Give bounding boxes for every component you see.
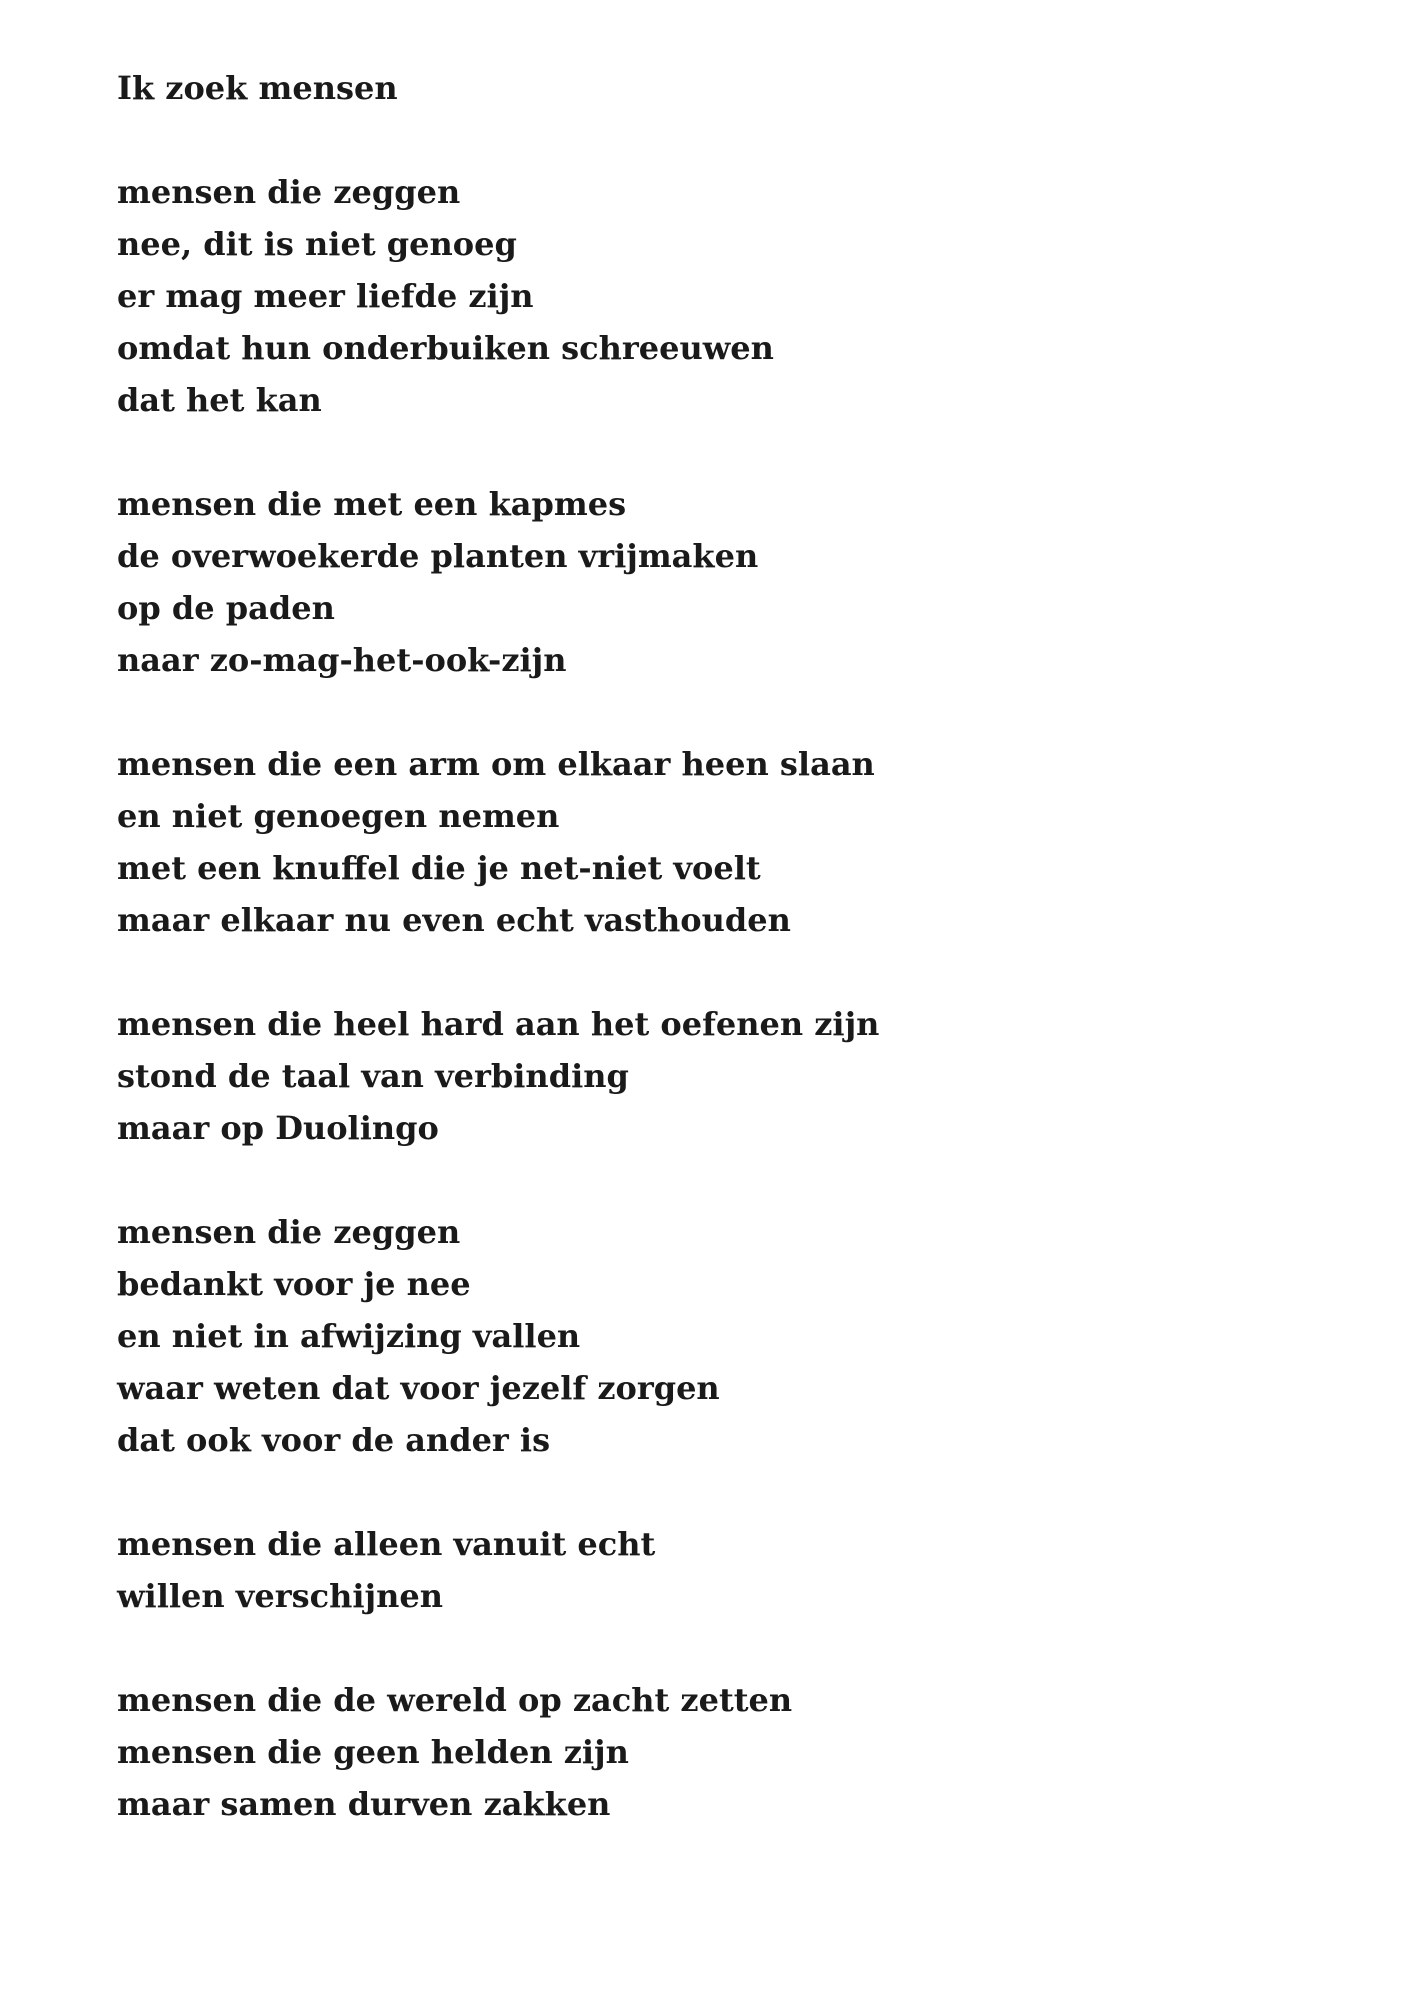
poem-line: willen verschijnen — [117, 1577, 443, 1615]
stanza-1 — [117, 166, 1297, 426]
poem-line: maar elkaar nu even echt vasthouden — [117, 901, 791, 939]
poem-line: naar zo-mag-het-ook-zijn — [117, 641, 567, 679]
poem-line: maar op Duolingo — [117, 1109, 439, 1147]
poem-line: op de paden — [117, 589, 335, 627]
poem-line: omdat hun onderbuiken schreeuwen — [117, 329, 774, 367]
poem-line: dat ook voor de ander is — [117, 1421, 551, 1459]
stanza-5 — [117, 1206, 1297, 1466]
poem-line: mensen die de wereld op zacht zetten — [117, 1681, 793, 1719]
poem-page — [117, 62, 1297, 1830]
poem-line: de overwoekerde planten vrijmaken — [117, 537, 759, 575]
stanza-4 — [117, 998, 1297, 1154]
poem-line: mensen die heel hard aan het oefenen zijn — [117, 1005, 880, 1043]
poem-line: met een knuffel die je net-niet voelt — [117, 849, 761, 887]
stanza-7 — [117, 1674, 1297, 1830]
poem-line: mensen die zeggen — [117, 173, 461, 211]
poem-line: waar weten dat voor jezelf zorgen — [117, 1369, 720, 1407]
poem-line: mensen die met een kapmes — [117, 485, 627, 523]
poem-title: Ik zoek mensen — [117, 69, 398, 107]
poem-line: mensen die alleen vanuit echt — [117, 1525, 656, 1563]
poem-line: dat het kan — [117, 381, 322, 419]
stanza-3 — [117, 738, 1297, 946]
stanza-6 — [117, 1518, 1297, 1622]
poem-line: nee, dit is niet genoeg — [117, 225, 517, 263]
poem-line: en niet genoegen nemen — [117, 797, 560, 835]
poem-line: bedankt voor je nee — [117, 1265, 471, 1303]
poem-line: mensen die geen helden zijn — [117, 1733, 629, 1771]
stanza-2 — [117, 478, 1297, 686]
poem-line: mensen die een arm om elkaar heen slaan — [117, 745, 875, 783]
poem-line: er mag meer liefde zijn — [117, 277, 534, 315]
poem-line: en niet in afwijzing vallen — [117, 1317, 581, 1355]
poem-line: stond de taal van verbinding — [117, 1057, 629, 1095]
poem-line: maar samen durven zakken — [117, 1785, 611, 1823]
poem-line: mensen die zeggen — [117, 1213, 461, 1251]
